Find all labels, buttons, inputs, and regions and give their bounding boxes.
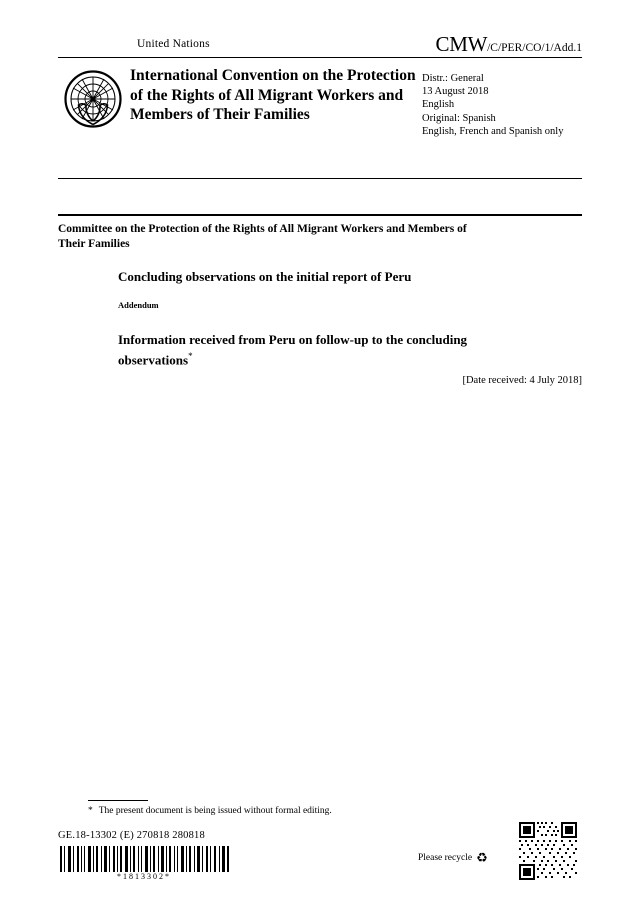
document-symbol-suffix: /C/PER/CO/1/Add.1 [487,42,582,54]
document-symbol [58,32,582,57]
un-emblem-icon [64,70,122,128]
qr-code-icon [517,820,579,882]
page-title: Concluding observations on the initial report of Peru [118,269,412,284]
header-bottom-divider [58,178,582,179]
recycle-icon: ♻ [476,850,488,865]
recycle-note [418,850,488,865]
footnote-marker: * [88,806,93,816]
organization-label: United Nations [137,38,210,50]
subject-heading [118,331,538,368]
recycle-label: Please recycle [418,853,473,863]
footnote [88,806,332,816]
distribution-languages-only: English, French and Spanish only [422,125,564,137]
distribution-date: 13 August 2018 [422,86,489,98]
barcode [58,846,230,872]
distribution-type: Distr.: General [422,73,484,84]
barcode-text: *1813302* [117,872,171,881]
distribution-language: English [422,99,455,111]
job-number: GE.18-13302 (E) 270818 280818 [58,830,205,841]
distribution-block [422,72,587,138]
footnote-text: The present document is being issued without formal editing. [98,806,332,816]
distribution-original: Original: Spanish [422,112,496,124]
footnote-divider [88,800,148,801]
addendum-label: Addendum [118,300,159,310]
date-received: [Date received: 4 July 2018] [462,375,582,386]
document-symbol-prefix: CMW [435,32,488,56]
header-bottom-divider-thick [58,214,582,216]
subject-text: Information received from Peru on follow-up to the concluding observations [118,332,468,368]
header-top-divider [58,57,582,58]
committee-name: Committee on the Protection of the Rights of All Migrant Workers and Members of Their Families [58,223,467,250]
convention-title: International Convention on the Protection of the Rights of All Migrant Workers and Members of Their Families [130,67,416,123]
subject-footnote-marker: * [188,351,193,361]
